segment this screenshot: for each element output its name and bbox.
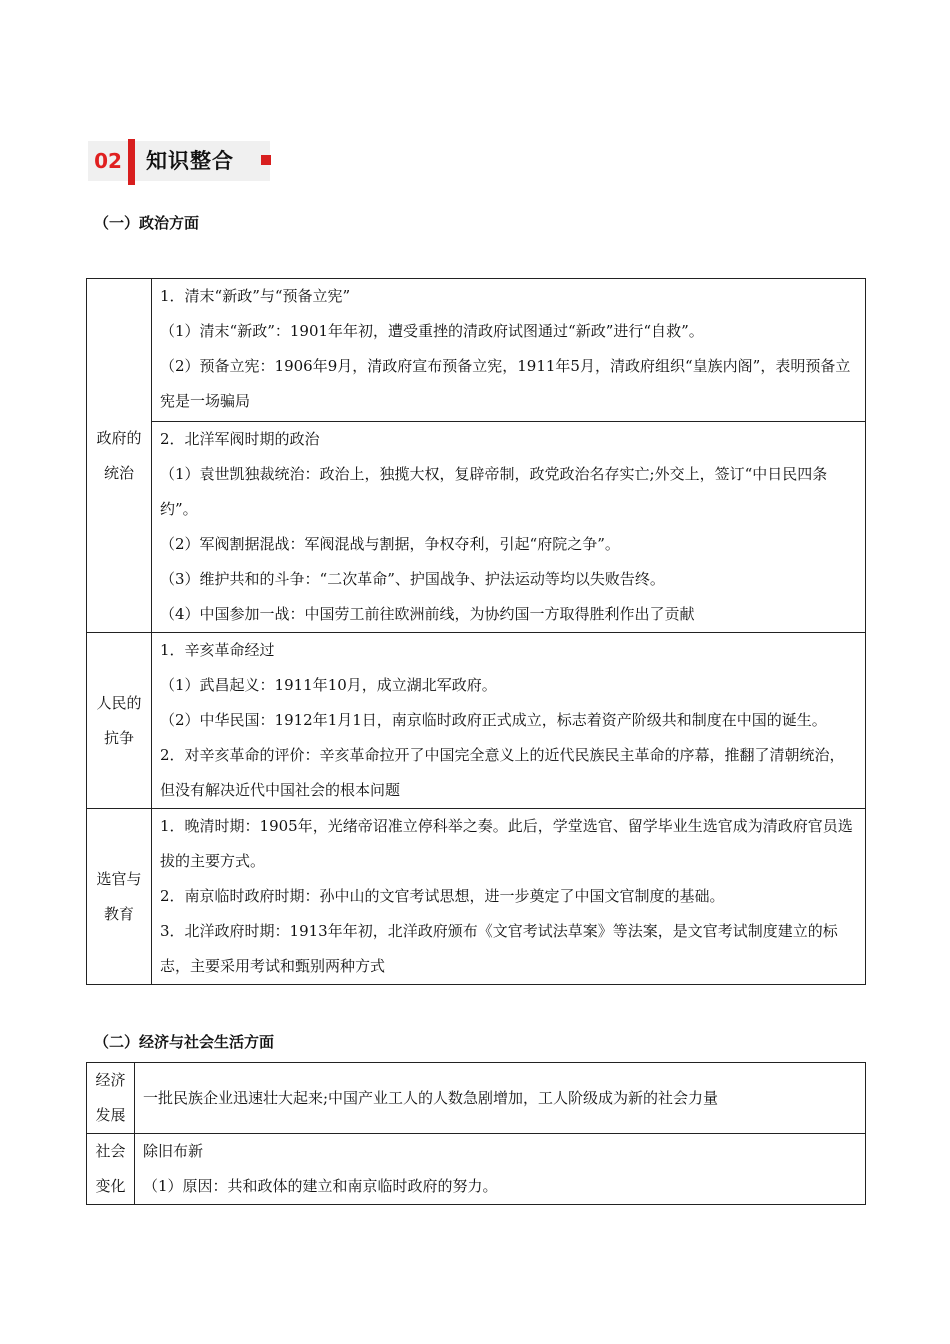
- category-label: 人民的: [96, 693, 142, 712]
- category-cell: [87, 633, 152, 809]
- table-row: [87, 633, 866, 809]
- section-banner: [88, 141, 270, 181]
- category-label: 经济: [95, 1071, 126, 1089]
- item-title: 1．清末“新政”与“预备立宪”: [160, 287, 351, 305]
- item-text: 一批民族企业迅速壮大起来;中国产业工人的人数急剧增加，工人阶级成为新的社会力量: [143, 1088, 719, 1107]
- item-text: 3．北洋政府时期：1913年年初，北洋政府颁布《文官考试法草案》等法案，是文官考试制度建立的标志，主要采用考试和甄别两种方式: [160, 922, 838, 975]
- item-title: 除旧布新: [143, 1142, 204, 1160]
- content-cell: [152, 809, 866, 985]
- item-text: （2）预备立宪：1906年9月，清政府宣布预备立宪，1911年5月，清政府组织“皇族内阁”，表明预备立宪是一场骗局: [160, 357, 851, 410]
- content-cell: [152, 633, 866, 809]
- category-cell: [87, 1063, 135, 1134]
- item-text: （2）军阀割据混战：军阀混战与割据，争权夺利，引起“府院之争”。: [160, 535, 620, 553]
- content-cell: [152, 279, 866, 422]
- banner-accent-bar: [128, 139, 135, 185]
- economy-table: [86, 1062, 866, 1205]
- category-cell: [87, 809, 152, 985]
- item-text: 2．南京临时政府时期：孙中山的文官考试思想，进一步奠定了中国文官制度的基础。: [160, 887, 725, 905]
- category-label: 抗争: [103, 728, 134, 747]
- category-label: 统治: [103, 463, 134, 482]
- content-cell: [135, 1134, 866, 1205]
- item-text: 2．对辛亥革命的评价：辛亥革命拉开了中国完全意义上的近代民族民主革命的序幕，推翻了清朝统治，但没有解决近代中国社会的根本问题: [160, 746, 845, 799]
- item-text: （2）中华民国：1912年1月1日，南京临时政府正式成立，标志着资产阶级共和制度在中国的诞生。: [160, 711, 827, 729]
- table-row: [87, 1063, 866, 1134]
- item-title: 2．北洋军阀时期的政治: [160, 430, 320, 448]
- category-label: 社会: [95, 1142, 126, 1160]
- category-label: 教育: [103, 904, 134, 923]
- content-cell: [135, 1063, 866, 1134]
- item-text: （1）清末“新政”：1901年年初，遭受重挫的清政府试图通过“新政”进行“自救”。: [160, 322, 704, 340]
- table-row: [87, 279, 866, 422]
- item-text: （3）维护共和的斗争：“二次革命”、护国战争、护法运动等均以失败告终。: [160, 570, 665, 588]
- item-text: （1）武昌起义：1911年10月，成立湖北军政府。: [160, 676, 497, 694]
- section-heading-politics: （一）政治方面: [94, 214, 200, 232]
- category-cell: [87, 1134, 135, 1205]
- item-text: （4）中国参加一战：中国劳工前往欧洲前线，为协约国一方取得胜利作出了贡献: [160, 605, 695, 623]
- item-text: 1．晚清时期：1905年，光绪帝诏准立停科举之奏。此后，学堂选官、留学毕业生选官成为清政府官员选拔的主要方式。: [160, 817, 853, 870]
- item-text: （1）袁世凯独裁统治：政治上，独揽大权，复辟帝制，政党政治名存实亡;外交上，签订“中日民四条约”。: [160, 465, 828, 518]
- category-label: 政府的: [96, 428, 142, 447]
- banner-square-icon: [261, 155, 271, 165]
- content-cell: [152, 422, 866, 633]
- banner-title: 知识整合: [146, 149, 234, 173]
- table-row: [87, 422, 866, 633]
- politics-table: [86, 278, 866, 985]
- table-row: [87, 809, 866, 985]
- table-row: [87, 1134, 866, 1205]
- category-label: 发展: [95, 1106, 126, 1124]
- category-label: 变化: [95, 1177, 126, 1195]
- category-cell: [87, 279, 152, 633]
- item-text: （1）原因：共和政体的建立和南京临时政府的努力。: [143, 1177, 498, 1195]
- item-title: 1．辛亥革命经过: [160, 641, 275, 659]
- category-label: 选官与: [96, 869, 142, 888]
- section-heading-economy: （二）经济与社会生活方面: [94, 1033, 275, 1051]
- banner-number: 02: [94, 149, 122, 173]
